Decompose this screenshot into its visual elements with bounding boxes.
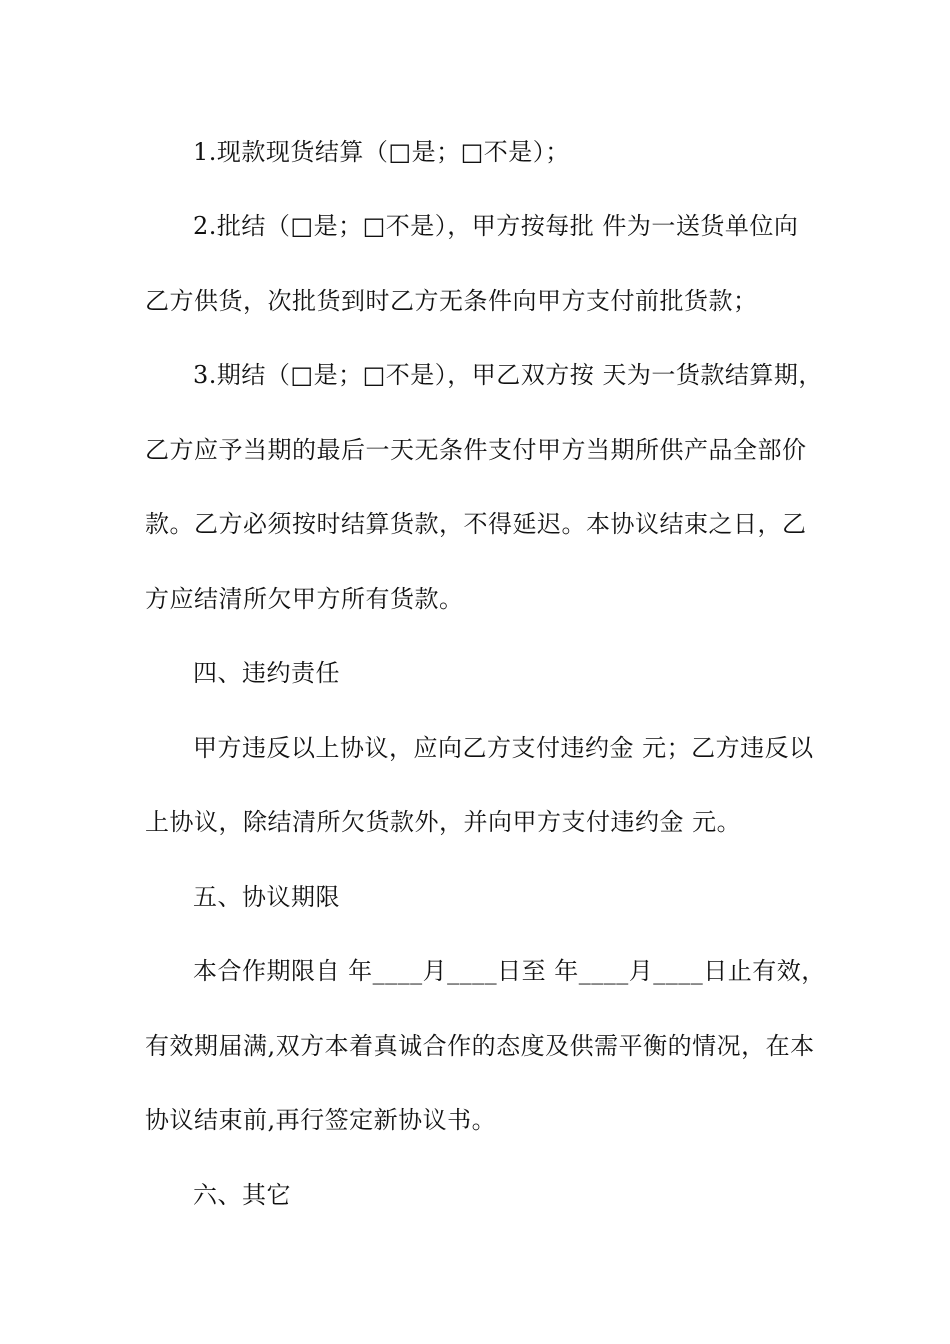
payment-option-batch: 2.批结（□是；□不是），甲方按每批 件为一送货单位向 <box>193 212 799 240</box>
term-paragraph-cont-2: 协议结束前,再行签定新协议书。 <box>145 1106 497 1134</box>
payment-option-batch-cont: 乙方供货，次批货到时乙方无条件向甲方支付前批货款； <box>145 287 758 315</box>
breach-paragraph-cont: 上协议，除结清所欠货款外，并向甲方支付违约金 元。 <box>145 808 742 836</box>
payment-option-period-cont-3: 方应结清所欠甲方所有货款。 <box>145 585 464 613</box>
section-heading-other: 六、其它 <box>193 1181 291 1209</box>
section-heading-breach: 四、违约责任 <box>193 659 340 687</box>
section-heading-term: 五、协议期限 <box>193 883 340 911</box>
payment-option-period: 3.期结（□是；□不是），甲乙双方按 天为一货款结算期， <box>193 361 823 389</box>
term-paragraph-cont-1: 有效期届满,双方本着真诚合作的态度及供需平衡的情况，在本 <box>145 1032 815 1060</box>
payment-option-period-cont-1: 乙方应予当期的最后一天无条件支付甲方当期所供产品全部价 <box>145 436 807 464</box>
payment-option-cash: 1.现款现货结算（□是；□不是）； <box>193 138 570 166</box>
term-paragraph: 本合作期限自 年____月____日至 年____月____日止有效， <box>193 957 826 985</box>
payment-option-period-cont-2: 款。乙方必须按时结算货款，不得延迟。本协议结束之日，乙 <box>145 510 807 538</box>
breach-paragraph: 甲方违反以上协议，应向乙方支付违约金 元；乙方违反以 <box>193 734 814 762</box>
